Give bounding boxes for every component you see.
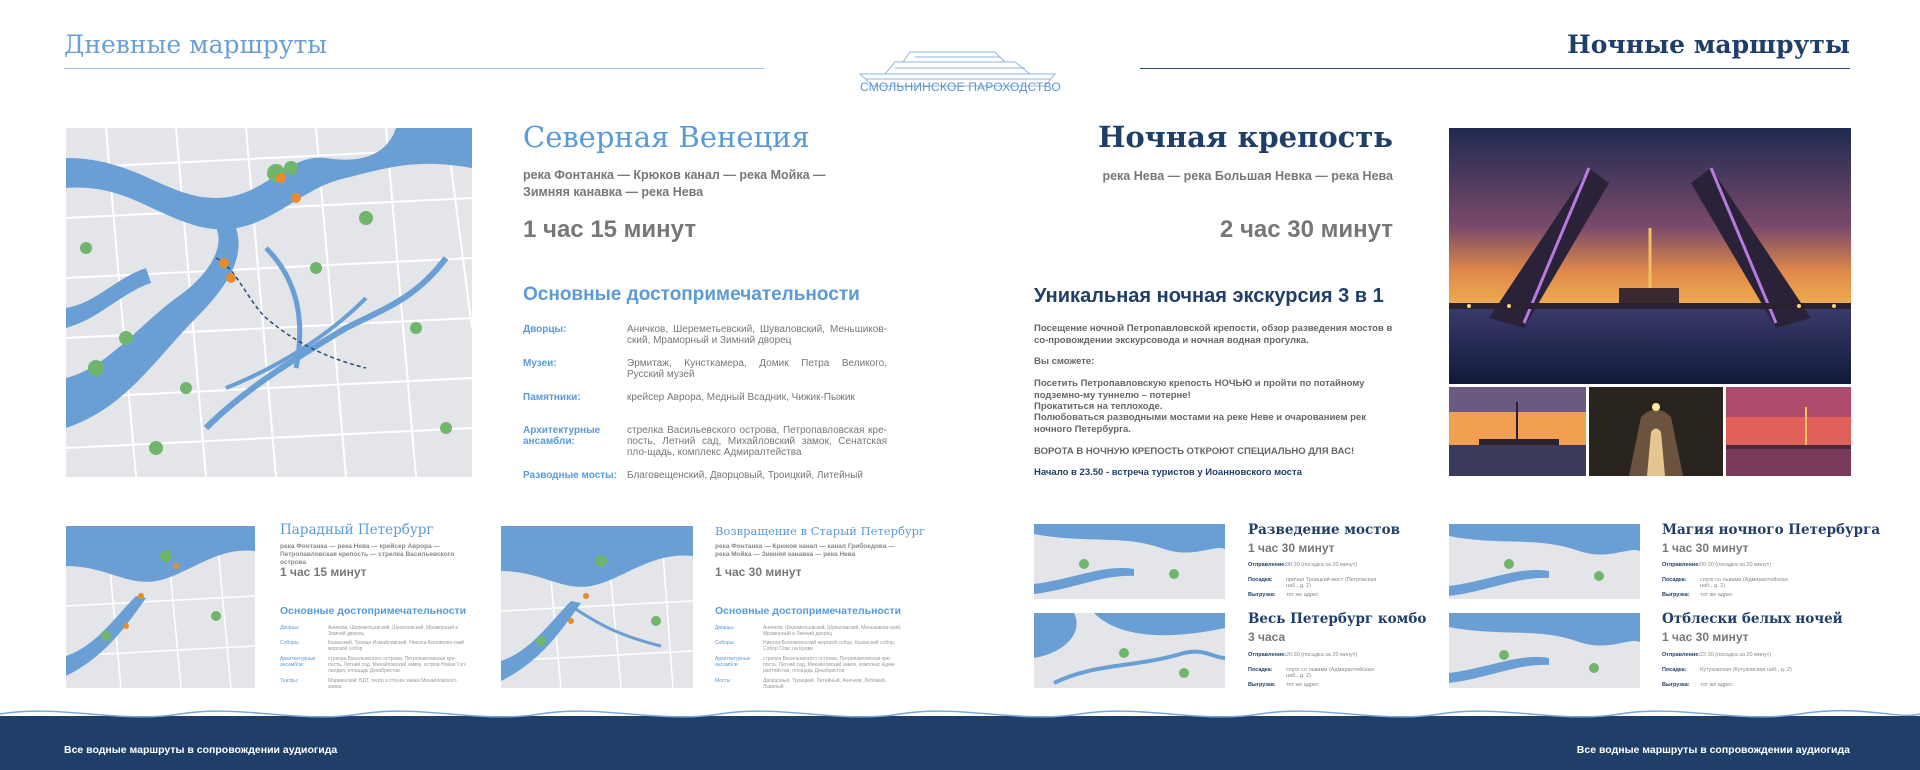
card-info-label: Отправление: [1662,562,1701,568]
card-info-value: тот же адрес [1700,592,1733,598]
card-sight-label: Мосты: [715,678,732,684]
card-sight-value: стрелка Васильевского острова, Петропавловская кре-пость, Летний сад, Михайловский замок, остров Новая Гол-ландия, площадь Декабристов [328,656,467,674]
card-info-label: Отправление: [1248,652,1287,658]
sight-value: Эрмитаж, Кунсткамера, Домик Петра Великого, Русский музей [627,358,887,380]
card-sight-value: Аничков, Шереметьевский, Шуваловский, Мраморный и Зимний дворец [328,625,459,637]
card-map-ves-peterburg [1034,613,1225,688]
night-paragraph: Посещение ночной Петропавловской крепости, обзор разведения мостов в со-провождении экскурсовода и ночная водная прогулка. [1034,323,1393,346]
card-sight-label: Архитектурные ансамбли: [280,656,316,668]
card-sights-heading: Основные достопримечательности [715,605,902,617]
night-paragraph: Посетить Петропавловскую крепость НОЧЬЮ и пройти по потайному подземно-му туннелю – потерне! [1034,378,1365,401]
night-routes-heading: Ночные маршруты [1567,30,1850,59]
card-map-otbleski [1449,613,1640,688]
card-info-label: Выгрузка: [1248,682,1276,688]
sights-heading: Основные достопримечательности [523,284,860,305]
card-info-label: Отправление: [1248,562,1287,568]
route-duration: 1 час 15 минут [523,216,697,243]
card-info-value: тот же адрес [1286,592,1319,598]
sight-label: Архитектурные ансамбли: [523,425,601,447]
card-info-value: причал Троицкий мост (Петровская наб., д. 2) [1286,577,1377,589]
route-map-severnaya-venetsiya [66,128,472,477]
card-title: Разведение мостов [1248,522,1400,538]
card-sight-value: Дворцовый, Троицкий, Литейный, Аничков, Лебяжий, Львиный [763,678,887,690]
footer-note-left: Все водные маршруты в сопровождении аудиогида [64,744,338,756]
card-info-value: 20:30 (посадка за 20 минут) [1286,652,1358,658]
card-sight-label: Архитектурные ансамбли: [715,656,751,668]
card-info-value: 00:30 (посадка за 20 минут) [1286,562,1358,568]
card-info-label: Отправление: [1662,652,1701,658]
sight-value: стрелка Васильевского острова, Петропавловская кре-пость, Летний сад, Михайловский замок, Сенатская пло-щадь, комплекс Адмиралтейства [627,425,887,458]
sight-value: Благовещенский, Дворцовый, Троицкий, Литейный [627,470,863,481]
card-info-value: 22:30 (посадка за 20 минут) [1700,652,1772,658]
card-duration: 1 час 30 минут [1662,541,1749,555]
card-duration: 1 час 30 минут [715,565,802,579]
card-sight-value: Мариинский, БДТ, театр в стенах замка Михайловского замка [328,678,457,690]
card-duration: 3 часа [1248,630,1286,644]
card-sight-label: Соборы: [715,640,735,646]
card-info-label: Посадка: [1662,667,1687,673]
card-title: Парадный Петербург [280,522,434,538]
card-sight-value: Казанский, Троице-Измайловский, Никола-Богоявлен-ский морской собор [328,640,465,652]
card-title: Возвращение в Старый Петербург [715,524,926,538]
night-paragraph: ВОРОТА В НОЧНУЮ КРЕПОСТЬ ОТКРОЮТ СПЕЦИАЛЬНО ДЛЯ ВАС! [1034,446,1355,457]
sight-label: Дворцы: [523,324,567,335]
night-paragraph: Полюбоваться разводными мостами на реке Неве и очарованием рек ночного Петербурга. [1034,412,1366,435]
card-sight-value: Никола-Богоявленский морской собор, Казанский собор, Собор Спас на Крови [763,640,896,652]
card-map-vozvrashchenie [501,526,693,688]
drawbridge-photo [1449,128,1851,384]
night-paragraph: Прокатиться на теплоходе. [1034,401,1163,412]
card-duration: 1 час 15 минут [280,565,367,579]
sight-value: крейсер Аврора, Медный Всадник, Чижик-Пыжик [627,392,855,403]
night-route-duration: 2 час 30 минут [1219,216,1393,243]
card-sight-label: Театры: [280,678,299,684]
card-map-razvedenie [1034,524,1225,599]
sight-value: Аничков, Шереметьевский, Шуваловский, Меньшиков-ский, Мраморный и Зимний дворец [627,324,887,346]
card-title: Магия ночного Петербурга [1662,522,1881,538]
sight-label: Памятники: [523,392,581,403]
card-sight-value: стрелка Васильевского острова, Петропавловская кре-пость, Летний сад, Михайловский замок, комплекс Адми-ралтейства, площадь Декабристов [763,656,896,674]
route-title: Северная Венеция [523,120,810,154]
route-description: река Фонтанка — Крюков канал — река Мойка — Зимняя канавка — река Нева [523,168,826,199]
card-route: река Фонтанка — река Нева — крейсер Аврора — Петропавловская крепость — стрелка Васильевского острова [280,543,455,566]
card-info-value: Кутузовская (Кутузовская наб., д. 2) [1700,667,1792,673]
footer-note-right: Все водные маршруты в сопровождении аудиогида [1576,744,1850,756]
day-routes-heading: Дневные маршруты [64,30,328,59]
heading-divider-right [1140,68,1850,69]
sight-label: Музеи: [523,358,557,369]
company-logo-text: СМОЛЬНИНСКОЕ ПАРОХОДСТВО [860,80,1061,94]
fortress-sunset-photo [1449,387,1586,476]
card-info-label: Посадка: [1248,667,1273,673]
card-info-value: спуск со львами (Адмиралтейская наб., д. 2) [1286,667,1374,679]
card-info-value: тот же адрес [1700,682,1733,688]
night-panorama-photo [1726,387,1851,476]
card-sights-heading: Основные достопримечательности [280,605,467,617]
sight-label: Разводные мосты: [523,470,618,481]
card-title: Весь Петербург комбо [1248,611,1427,627]
card-info-value: спуск со львами (Адмиралтейская наб., д. 2) [1700,577,1788,589]
card-map-paradny [66,526,255,688]
heading-divider-left [64,68,764,69]
card-info-label: Посадка: [1248,577,1273,583]
card-duration: 1 час 30 минут [1248,541,1335,555]
postern-tunnel-photo [1589,387,1723,476]
card-map-magiya [1449,524,1640,599]
card-route: река Фонтанка — Крюков канал — канал Грибоедова — река Мойка — Зимняя канавка — река Нева [715,543,895,558]
card-info-label: Выгрузка: [1662,592,1690,598]
card-sight-label: Соборы: [280,640,300,646]
card-title: Отблески белых ночей [1662,611,1843,627]
card-sight-value: Аничков, Шереметьевский, Шуваловский, Меньшиков-ский, Мраморный и Зимний дворец [763,625,902,637]
night-excursion-heading: Уникальная ночная экскурсия 3 в 1 [1034,285,1384,307]
card-info-label: Выгрузка: [1662,682,1690,688]
wave-decoration-icon [0,706,1920,746]
card-info-label: Посадка: [1662,577,1687,583]
card-sight-label: Дворцы: [280,625,300,631]
night-paragraph: Вы сможете: [1034,356,1095,367]
night-route-title: Ночная крепость [1097,120,1393,154]
card-info-value: тот же адрес [1286,682,1319,688]
card-sight-label: Дворцы: [715,625,735,631]
card-info-value: 00:30 (посадка за 20 минут) [1700,562,1772,568]
night-start-info: Начало в 23.50 - встреча туристов у Иоанновского моста [1034,467,1302,478]
night-route-description: река Нева — река Большая Невка — река Нева [1102,169,1393,183]
card-info-label: Выгрузка: [1248,592,1276,598]
card-duration: 1 час 30 минут [1662,630,1749,644]
